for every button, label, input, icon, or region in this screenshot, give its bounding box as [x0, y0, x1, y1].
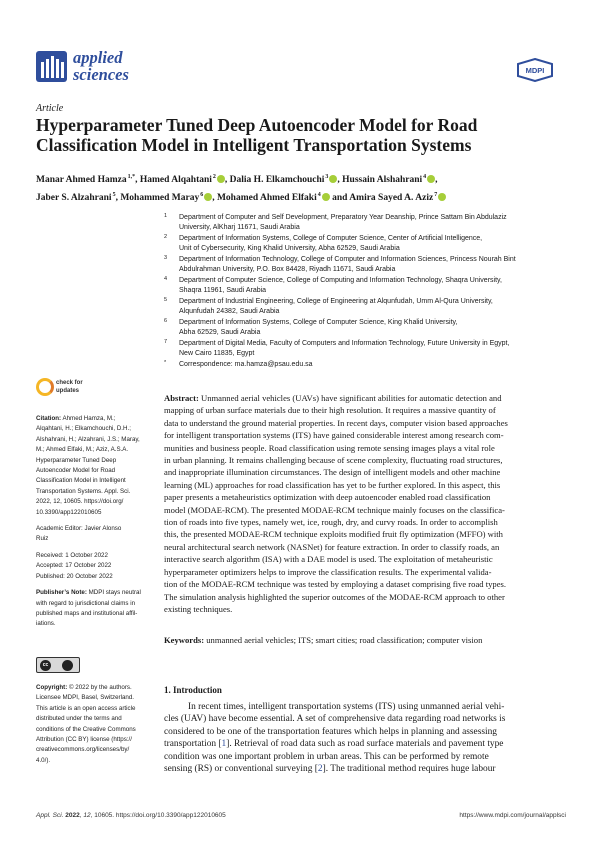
- orcid-icon[interactable]: [438, 193, 446, 201]
- affiliation-number: 1: [164, 213, 168, 219]
- citation-line: Autoencoder Model for Road: [36, 467, 116, 475]
- affiliation-item: [164, 318, 564, 338]
- author-affiliation-number: 2: [212, 174, 216, 180]
- citation-line: Hyperparameter Tuned Deep: [36, 456, 117, 464]
- affiliation-list: [164, 213, 564, 371]
- author-affiliation-number: 3: [325, 174, 329, 180]
- affiliation-number: 5: [164, 297, 168, 303]
- author-affiliation-number: 4: [317, 192, 321, 199]
- publisher-logo: [516, 58, 554, 82]
- affiliation-text: Correspondence: ma.hamza@psau.edu.sa: [179, 361, 313, 368]
- author-name: Manar Ahmed Hamza: [36, 175, 127, 186]
- footer-citation: Appl. Sci. 2022, 12, 10605. https://doi.org/10.3390/app122010605: [36, 812, 226, 819]
- section-heading: 1. Introduction: [164, 685, 222, 695]
- affiliation-text: Abdulrahman University, P.O. Box 84428, Riyadh 11671, Saudi Arabia: [179, 266, 396, 274]
- received-date: Received: 1 October 2022: [36, 551, 108, 559]
- abstract-line: tion of the MODAE-RCM technique was tested by employing a dataset comprising five road types.: [164, 579, 507, 590]
- author: Mohammed Maray$^6$ ,: [120, 192, 215, 204]
- author-name: Hussain Alshahrani: [342, 175, 423, 186]
- citation-line: Alshahrani, H.; Alzahrani, J.S.; Maray,: [36, 435, 140, 443]
- abstract-line: tion of roads into five types, namely wet, ice, rough, dry, and curvy roads. In order to accomplish: [164, 517, 498, 528]
- abstract-line: Abstract: Unmanned aerial vehicles (UAVs) have significant abilities for automatic detection and: [164, 393, 502, 403]
- abstract-line: interactive search algorithm (ISA) with a DAE model is used. The exploitation of metaheuristic: [164, 554, 493, 565]
- orcid-icon[interactable]: [217, 175, 225, 183]
- license-link[interactable]: creativecommons.org/licenses/by/: [36, 746, 130, 754]
- affiliation-text: Department of Information Systems, College of Computer Science, King Khalid University,: [179, 319, 458, 326]
- journal-name-line1: applied: [73, 48, 123, 67]
- author-name: Amira Sayed A. Aziz: [349, 193, 434, 204]
- orcid-icon[interactable]: [322, 193, 330, 201]
- cc-by-license-badge[interactable]: [36, 657, 80, 673]
- affiliation-text: Abha 62529, Saudi Arabia: [179, 329, 261, 337]
- academic-editor-cont: Ruiz: [36, 535, 49, 543]
- affiliation-text: Shaqra 11961, Saudi Arabia: [179, 287, 267, 295]
- publisher-name: MDPI: [525, 66, 545, 75]
- reference-link[interactable]: 2: [317, 764, 323, 775]
- citation-block: [36, 414, 156, 518]
- abstract-line: munities and business people. Road classification using remote sensing images plays a vital role: [164, 442, 495, 453]
- author: Hamed Alqahtani$^2$ ,: [139, 174, 228, 186]
- introduction-text: In recent times, intelligent transportation systems (ITS) using unmanned aerial vehi- cles (UAV) have become essential. A set of comprehensive data regarding road networks is considered to be one of the transportation features which helps in planning and assessing transportation [1]. Retrieval of road data such as road surface materials and pavement type condition was one important problem in urban areas. This can be performed by remote sensing (RS) or conventional surveying [2]. The traditional method requires huge labour: [164, 702, 506, 775]
- abstract-line: paper presents a metaheuristics optimization with deep autoencoder enabled road classification: [164, 492, 491, 503]
- check-updates-icon: [36, 378, 54, 396]
- keywords-label: Keywords:: [164, 635, 205, 645]
- affiliation-text: Department of Information Technology, College of Computer and Information Sciences, Princess Nourah Bint: [179, 256, 516, 263]
- author: Jaber S. Alzahrani$^5$,: [36, 192, 118, 204]
- affiliation-text: Department of Information Systems, College of Computer Science, Center of Artificial Intelligence,: [179, 235, 483, 242]
- abstract-line: hyperparameter optimizers helps to improve the classification results. The experimental valida-: [164, 566, 492, 577]
- citation-line: Alqahtani, H.; Elkamchouchi, D.H.;: [36, 425, 131, 433]
- abstract-line: mapping of urban surface materials due to their high resolution. It requires a massive quantity of: [164, 405, 496, 416]
- citation-line: Transportation Systems. Appl. Sci.: [36, 487, 131, 495]
- citation-line: M.; Ahmed Elfaki, M.; Aziz, A.S.A.: [36, 446, 129, 454]
- affiliation-number: 7: [164, 339, 168, 345]
- author-affiliation-number: 5: [112, 192, 116, 199]
- author-name: Mohammed Maray: [120, 193, 200, 204]
- abstract-label: Abstract:: [164, 393, 199, 403]
- citation-line: Classification Model in Intelligent: [36, 477, 126, 485]
- affiliation-number: 2: [164, 234, 168, 240]
- author-name: Mohamed Ahmed Elfaki: [216, 193, 317, 204]
- journal-name-line2: sciences: [73, 65, 129, 84]
- abstract-line: data to understand the ground material properties. In recent days, computer vision based approaches: [164, 417, 508, 428]
- copyright-block: Copyright: © 2022 by the authors. Licensee MDPI, Basel, Switzerland. This article is an open access article distributed under the terms and conditions of the Creative Commons Attribution (CC BY) license (https:// creativecommons.org/licenses/by/ 4.0/).: [36, 683, 156, 766]
- publisher-note: Publisher’s Note: MDPI stays neutral with regard to jurisdictional claims in published maps and institutional affil- iations.: [36, 589, 141, 628]
- affiliation-item: [164, 297, 564, 317]
- abstract-line: The simulation analysis highlighted the superior outcomes of the MODAE-RCM approach to other: [164, 591, 505, 602]
- author-name: Jaber S. Alzahrani: [36, 193, 112, 204]
- affiliation-number: 6: [164, 318, 168, 324]
- abstract-line: in urban planning. It remains challenging because of scene complexity, fluctuating road structures,: [164, 455, 503, 466]
- affiliation-number: 4: [164, 276, 168, 282]
- affiliation-text: Alqunfudah 24382, Saudi Arabia: [179, 308, 280, 316]
- affiliation-number: 3: [164, 255, 168, 261]
- publisher-note-label: Publisher’s Note:: [36, 589, 87, 597]
- copyright-label: Copyright:: [36, 684, 68, 691]
- affiliation-item: [164, 276, 564, 296]
- journal-logo: [36, 49, 146, 85]
- affiliation-text: New Cairo 11835, Egypt: [179, 350, 255, 358]
- author-name: Dalia H. Elkamchouchi: [229, 175, 325, 186]
- paper-title: Hyperparameter Tuned Deep Autoencoder Model for Road Classification Model in Intelligent Transportation Systems: [36, 115, 478, 155]
- article-info-sidebar: [36, 414, 156, 630]
- author-name: Hamed Alqahtani: [139, 175, 212, 186]
- author: Manar Ahmed Hamza$^{1,*}$,: [36, 174, 138, 186]
- affiliation-item: [164, 234, 564, 254]
- citation-doi[interactable]: 10.3390/app122010605: [36, 508, 102, 516]
- affiliation-text: Department of Industrial Engineering, College of Engineering at Alqunfudah, Umm Al-Qura University,: [179, 298, 493, 305]
- affiliation-text: Department of Digital Media, Faculty of Computers and Information Technology, Future University in Egypt,: [179, 340, 510, 347]
- abstract: [164, 392, 566, 615]
- by-person-icon: [62, 660, 73, 671]
- author-affiliation-number: 6: [200, 192, 204, 199]
- affiliation-text: Department of Computer Science, College of Computing and Information Technology, Shaqra University,: [179, 277, 502, 284]
- abstract-line: and inappropriate illumination circumstances. The design of intelligent models and other machine: [164, 467, 501, 478]
- orcid-icon[interactable]: [427, 175, 435, 183]
- author: Mohamed Ahmed Elfaki$^4$ and: [216, 192, 348, 204]
- keywords-text: unmanned aerial vehicles; ITS; smart cities; road classification; computer vision: [204, 635, 483, 645]
- affiliation-item: [164, 339, 564, 359]
- affiliation-item: [164, 255, 564, 275]
- footer-journal-url[interactable]: https://www.mdpi.com/journal/applsci: [459, 812, 566, 819]
- accepted-date: Accepted: 17 October 2022: [36, 562, 112, 570]
- reference-link[interactable]: 1: [221, 739, 227, 750]
- author-affiliation-number: 4: [423, 174, 427, 180]
- author-affiliation-number: 1,*: [127, 174, 136, 180]
- abstract-line: model (MODAE-RCM). The presented MODAE-RCM technique mainly focuses on the classifica-: [164, 504, 505, 515]
- affiliation-number: *: [164, 360, 167, 366]
- affiliation-text: University, AlKharj 11671, Saudi Arabia: [179, 224, 300, 232]
- affiliation-text: Department of Computer and Self Development, Preparatory Year Deanship, Prince Sattam Bin Abdulaziz: [179, 214, 507, 221]
- academic-editor: Academic Editor: Javier Alonso: [36, 525, 122, 533]
- abstract-line: existing techniques.: [164, 603, 233, 614]
- citation-label: Citation:: [36, 415, 62, 422]
- author: [349, 193, 446, 203]
- author-list: [36, 170, 576, 206]
- published-date: Published: 20 October 2022: [36, 572, 113, 580]
- affiliation-item: [164, 360, 564, 370]
- author-affiliation-number: 7: [434, 192, 438, 199]
- author: Dalia H. Elkamchouchi$^3$ ,: [229, 174, 340, 186]
- check-for-updates-badge[interactable]: [36, 378, 96, 400]
- cc-icon: cc: [40, 660, 51, 671]
- journal-logo-icon: [36, 51, 67, 82]
- abstract-line: for intelligent transportation systems (ITS) have gained considerable interest among research com-: [164, 430, 504, 441]
- citation-line: Ahmed Hamza, M.;: [61, 415, 116, 422]
- check-updates-label: check for updates: [56, 380, 83, 394]
- abstract-line: learning (ML) approaches for road classification has yet to be further explored. In this aspect, this: [164, 479, 501, 490]
- abstract-line: this, the presented MODAE-RCM technique exploits modified fruit fly optimization (MFFO) with: [164, 529, 503, 540]
- affiliation-text: Unit of Cybersecurity, King Khalid University, Abha 62529, Saudi Arabia: [179, 245, 400, 253]
- affiliation-item: [164, 213, 564, 233]
- keywords: [164, 634, 566, 646]
- citation-line[interactable]: 2022, 12, 10605. https://doi.org/: [36, 498, 124, 506]
- article-type: Article: [36, 103, 64, 114]
- author: Hussain Alshahrani$^4$ ,: [342, 174, 438, 186]
- abstract-line: neural architectural search network (NASNet) for feature extraction. In order to classify roads, an: [164, 541, 500, 552]
